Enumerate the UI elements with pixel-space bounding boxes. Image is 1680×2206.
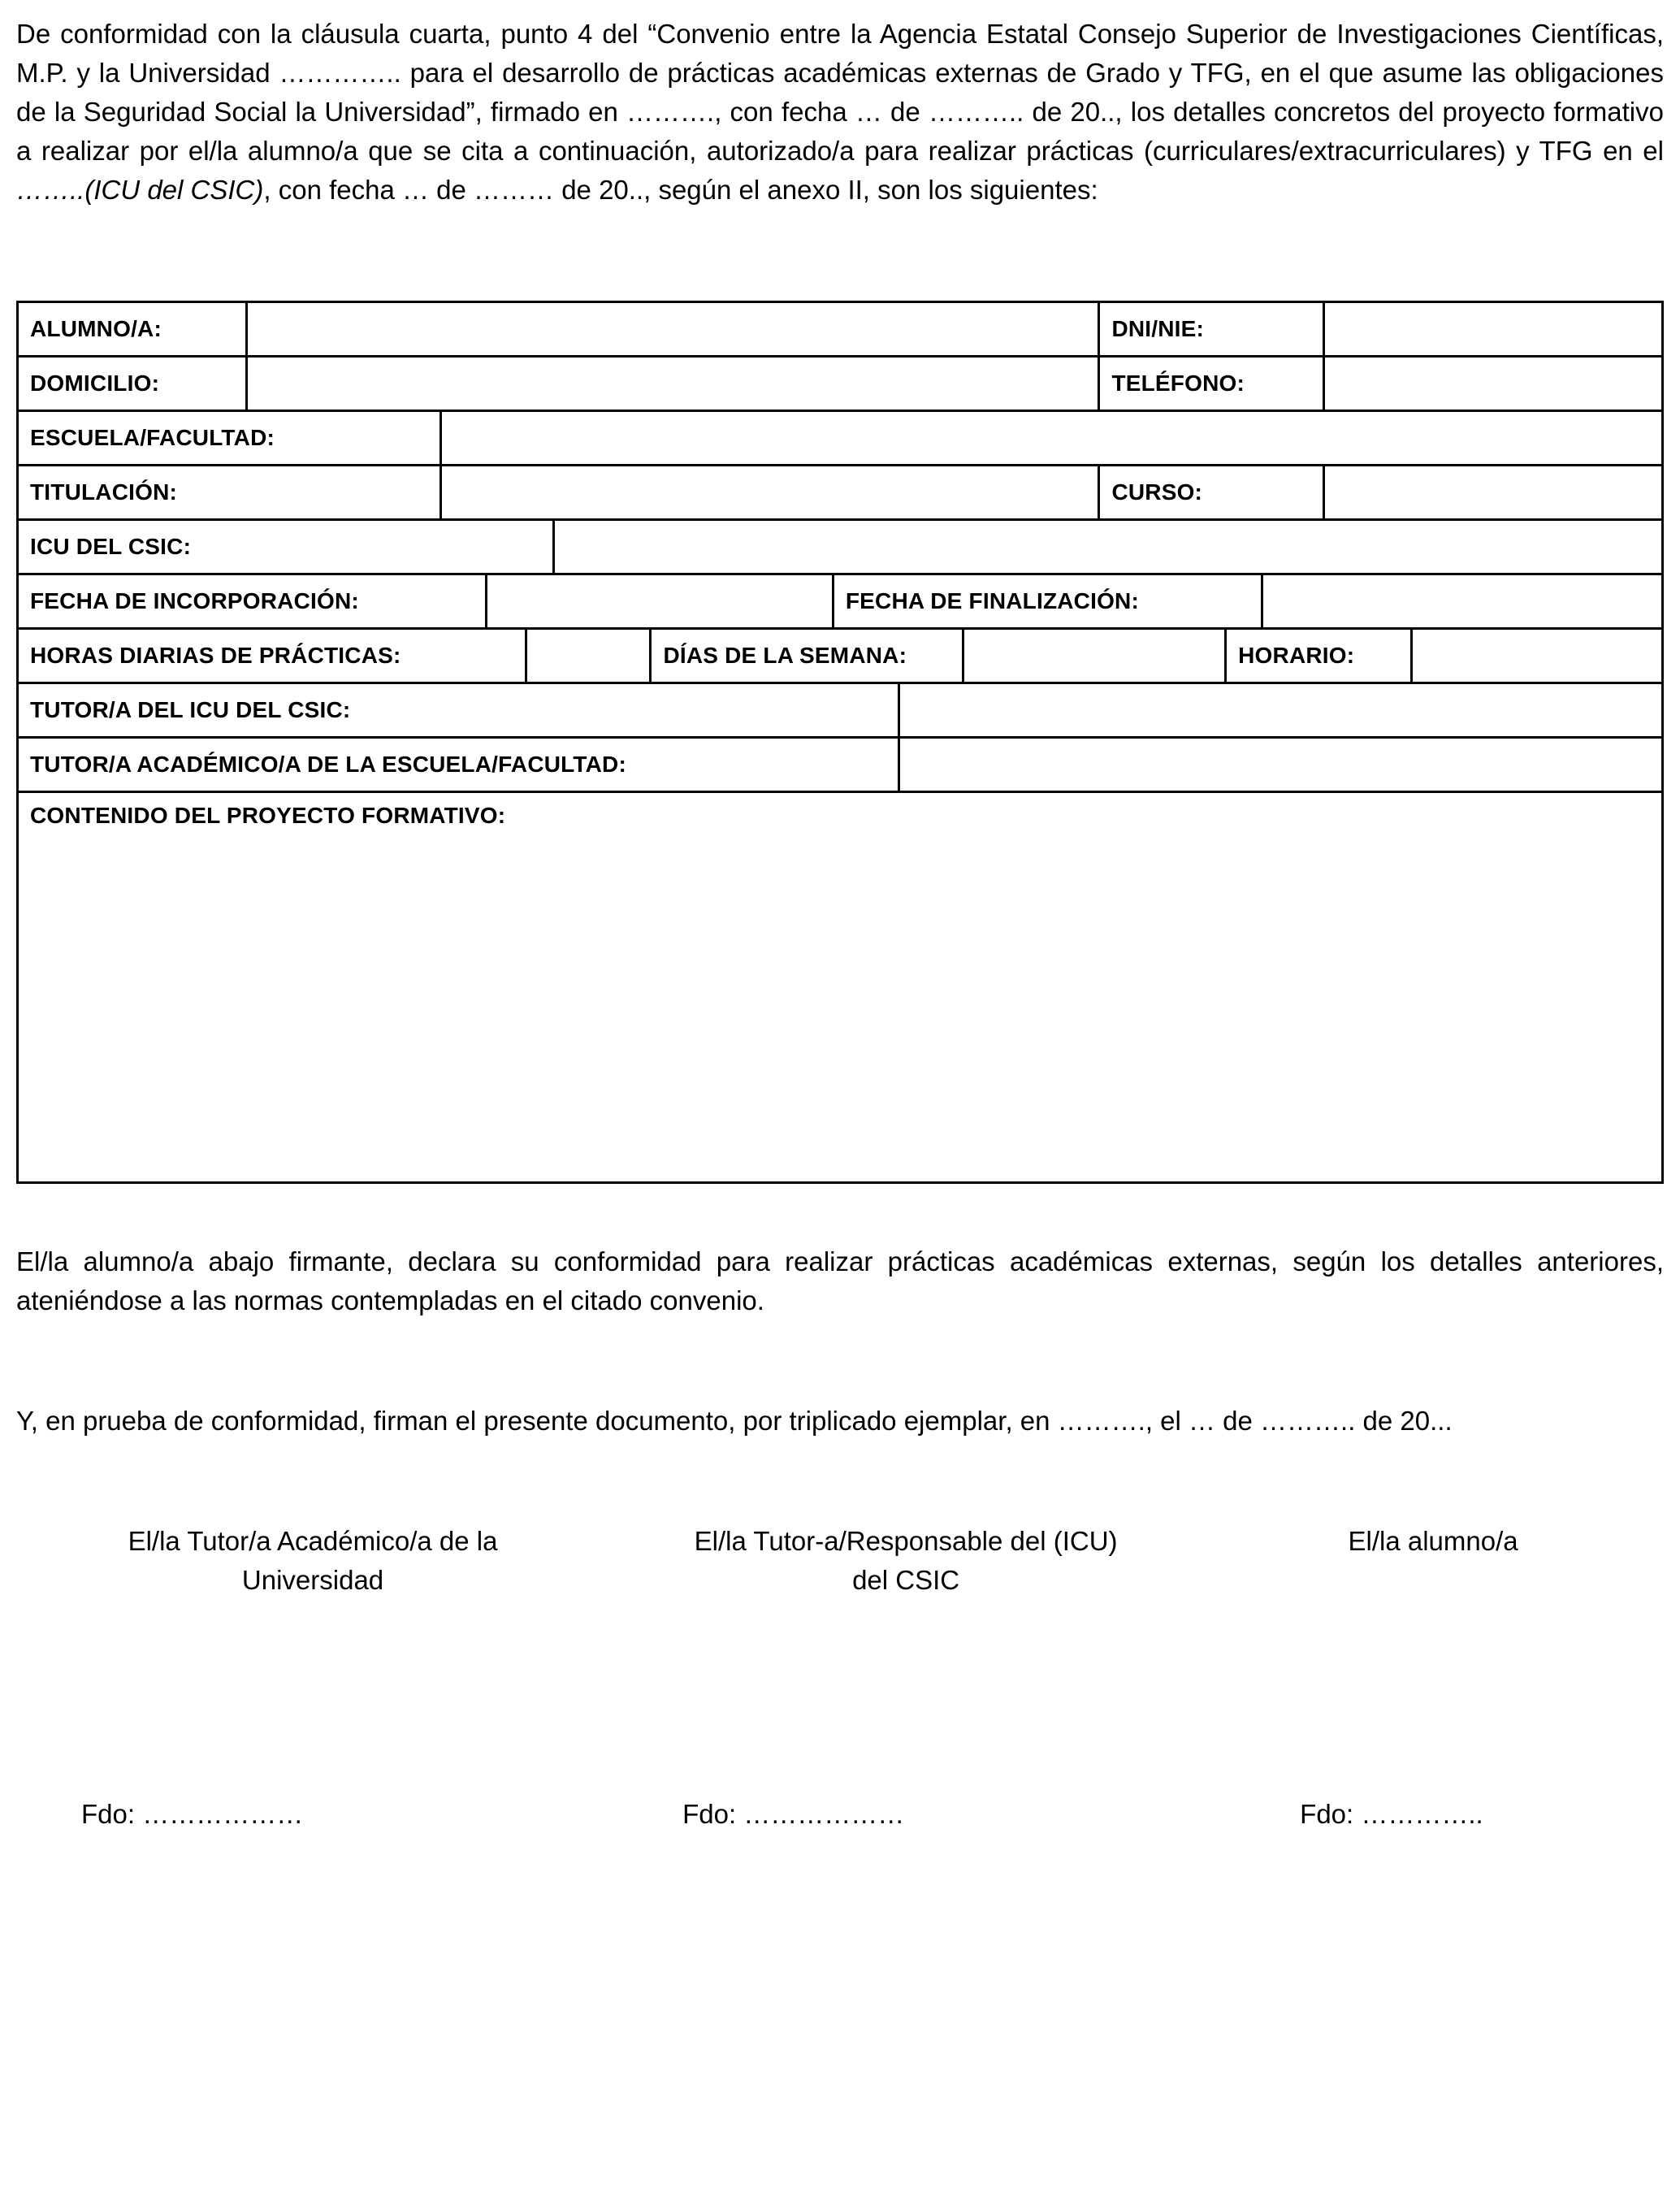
domicilio-label-cell (19, 358, 245, 410)
curso-label-cell (1098, 466, 1323, 518)
icu-label-cell (19, 521, 552, 573)
alumno-label: ALUMNO/A: (30, 316, 162, 341)
intro-text: De conformidad con la cláusula cuarta, punto 4 del “Convenio entre la Agencia Estatal Consejo Superior de Investigaciones Científicas, M.P. y la Universidad ………….. para el desarrollo de prácticas académicas externas de Grado y TFG, en el que asume las obligaciones de la Seguridad Social la Universidad”, firmado en ………., con fecha … de ……….. de 20.., los detalles concretos del proyecto formativo a realizar por el/la alumno/a que se cita a continuación, autorizado/a para realizar prácticas (curriculares/extracurriculares) y TFG en el (16, 19, 1664, 166)
row-fechas (19, 575, 1661, 630)
row-titulacion-curso (19, 466, 1661, 521)
curso-label: CURSO: (1111, 479, 1203, 505)
escuela-label: ESCUELA/FACULTAD: (30, 425, 275, 450)
contenido-label: CONTENIDO DEL PROYECTO FORMATIVO: (30, 803, 506, 828)
signature-col-tutor-academico (16, 1522, 609, 1600)
tutor-icu-label: TUTOR/A DEL ICU DEL CSIC: (30, 697, 351, 722)
escuela-field[interactable] (439, 412, 1661, 464)
fecha-finalizacion-label: FECHA DE FINALIZACIÓN: (845, 588, 1139, 613)
horas-label: HORAS DIARIAS DE PRÁCTICAS: (30, 643, 401, 668)
row-horario (19, 630, 1661, 684)
row-escuela (19, 412, 1661, 466)
dias-label: DÍAS DE LA SEMANA: (663, 643, 907, 668)
alumno-label-cell (19, 303, 245, 355)
tutor-icu-field[interactable] (898, 684, 1661, 736)
row-tutor-icu (19, 684, 1661, 739)
row-contenido (19, 793, 1661, 1181)
alumno-field[interactable] (245, 303, 1098, 355)
signature-fdo-row (16, 1795, 1664, 1834)
details-table (16, 301, 1664, 1184)
row-icu (19, 521, 1661, 575)
domicilio-field[interactable] (245, 358, 1098, 410)
fecha-incorporacion-field[interactable] (485, 575, 832, 627)
telefono-label-cell (1098, 358, 1323, 410)
escuela-label-cell (19, 412, 439, 464)
signature-title-tutor-icu: El/la Tutor-a/Responsable del (ICU) del CSIC (694, 1526, 1118, 1595)
fdo-alumno: Fdo: ………….. (1300, 1799, 1483, 1829)
telefono-label: TELÉFONO: (1111, 371, 1245, 396)
domicilio-label: DOMICILIO: (30, 371, 160, 396)
dni-field[interactable] (1323, 303, 1661, 355)
intro-text-italic: ……..(ICU del CSIC) (16, 175, 264, 205)
intro-text-end: , con fecha … de ……… de 20.., según el anexo II, son los siguientes: (263, 175, 1098, 205)
dni-label-cell (1098, 303, 1323, 355)
conformity-paragraph: El/la alumno/a abajo firmante, declara su conformidad para realizar prácticas académicas externas, según los detalles anteriores, ateniéndose a las normas contempladas en el citado convenio. (16, 1246, 1664, 1315)
fecha-incorporacion-label: FECHA DE INCORPORACIÓN: (30, 588, 359, 613)
signature-title-alumno: El/la alumno/a (1348, 1526, 1518, 1556)
fdo-tutor-academico: Fdo: ……………… (81, 1799, 304, 1829)
titulacion-label: TITULACIÓN: (30, 479, 178, 505)
horario-field[interactable] (1410, 630, 1661, 682)
tutor-academico-label: TUTOR/A ACADÉMICO/A DE LA ESCUELA/FACULTAD: (30, 752, 626, 777)
contenido-field[interactable] (19, 793, 1661, 1181)
telefono-field[interactable] (1323, 358, 1661, 410)
horario-label: HORARIO: (1238, 643, 1355, 668)
curso-field[interactable] (1323, 466, 1661, 518)
icu-field[interactable] (552, 521, 1661, 573)
titulacion-label-cell (19, 466, 439, 518)
fecha-finalizacion-field[interactable] (1261, 575, 1661, 627)
signature-col-alumno (1202, 1522, 1664, 1600)
dias-label-cell (649, 630, 961, 682)
titulacion-field[interactable] (439, 466, 1098, 518)
document-page (16, 15, 1664, 1834)
dni-label: DNI/NIE: (1111, 316, 1205, 341)
tutor-academico-label-cell (19, 739, 898, 791)
horas-field[interactable] (525, 630, 650, 682)
dias-field[interactable] (962, 630, 1225, 682)
row-tutor-academico (19, 739, 1661, 793)
fecha-finalizacion-label-cell (832, 575, 1261, 627)
icu-label: ICU DEL CSIC: (30, 534, 192, 559)
horas-label-cell (19, 630, 525, 682)
signature-col-tutor-icu (609, 1522, 1202, 1600)
fecha-incorporacion-label-cell (19, 575, 485, 627)
row-domicilio-telefono (19, 358, 1661, 412)
fdo-tutor-icu: Fdo: ……………… (682, 1799, 905, 1829)
signing-paragraph: Y, en prueba de conformidad, firman el presente documento, por triplicado ejemplar, en ………., el … de ……….. de 20... (16, 1406, 1453, 1436)
row-alumno-dni (19, 303, 1661, 358)
horario-label-cell (1224, 630, 1409, 682)
signature-titles-row (16, 1522, 1664, 1600)
intro-paragraph (16, 15, 1664, 210)
tutor-academico-field[interactable] (898, 739, 1661, 791)
signature-title-tutor-academico: El/la Tutor/a Académico/a de la Universidad (128, 1526, 498, 1595)
tutor-icu-label-cell (19, 684, 898, 736)
